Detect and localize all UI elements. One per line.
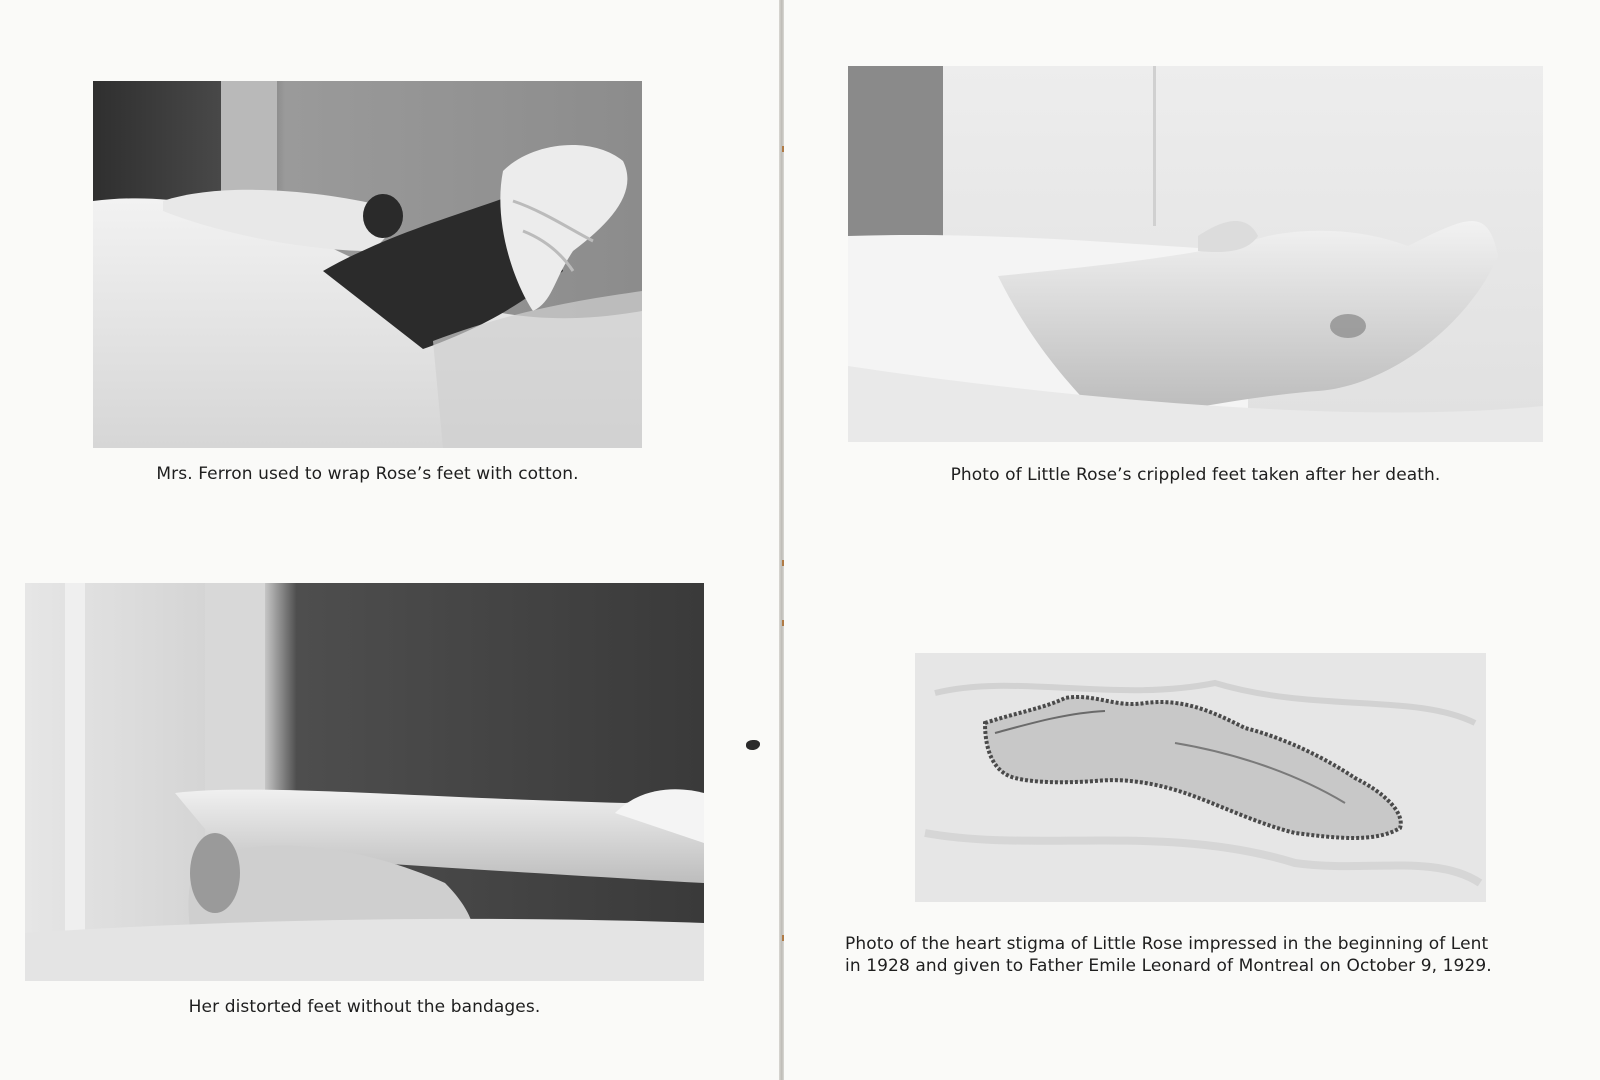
photo-distorted-feet: [25, 583, 704, 981]
caption-distorted-feet: Her distorted feet without the bandages.: [188, 997, 541, 1017]
photo-heart-stigma: [915, 653, 1486, 902]
left-page: [0, 0, 780, 1080]
caption-heart-stigma-line-2: in 1928 and given to Father Emile Leonard of Montreal on October 9, 1929.: [845, 956, 1492, 976]
caption-crippled-feet: Photo of Little Rose’s crippled feet taken after her death.: [950, 465, 1441, 485]
caption-heart-stigma: [845, 933, 1575, 977]
photo-bandaged-feet: [93, 81, 642, 448]
caption-bandaged-feet: Mrs. Ferron used to wrap Rose’s feet with cotton.: [156, 464, 579, 484]
caption-heart-stigma-line-1: Photo of the heart stigma of Little Rose impressed in the beginning of Lent: [845, 934, 1489, 954]
photo-crippled-feet: [848, 66, 1543, 442]
right-page: [784, 0, 1600, 1080]
